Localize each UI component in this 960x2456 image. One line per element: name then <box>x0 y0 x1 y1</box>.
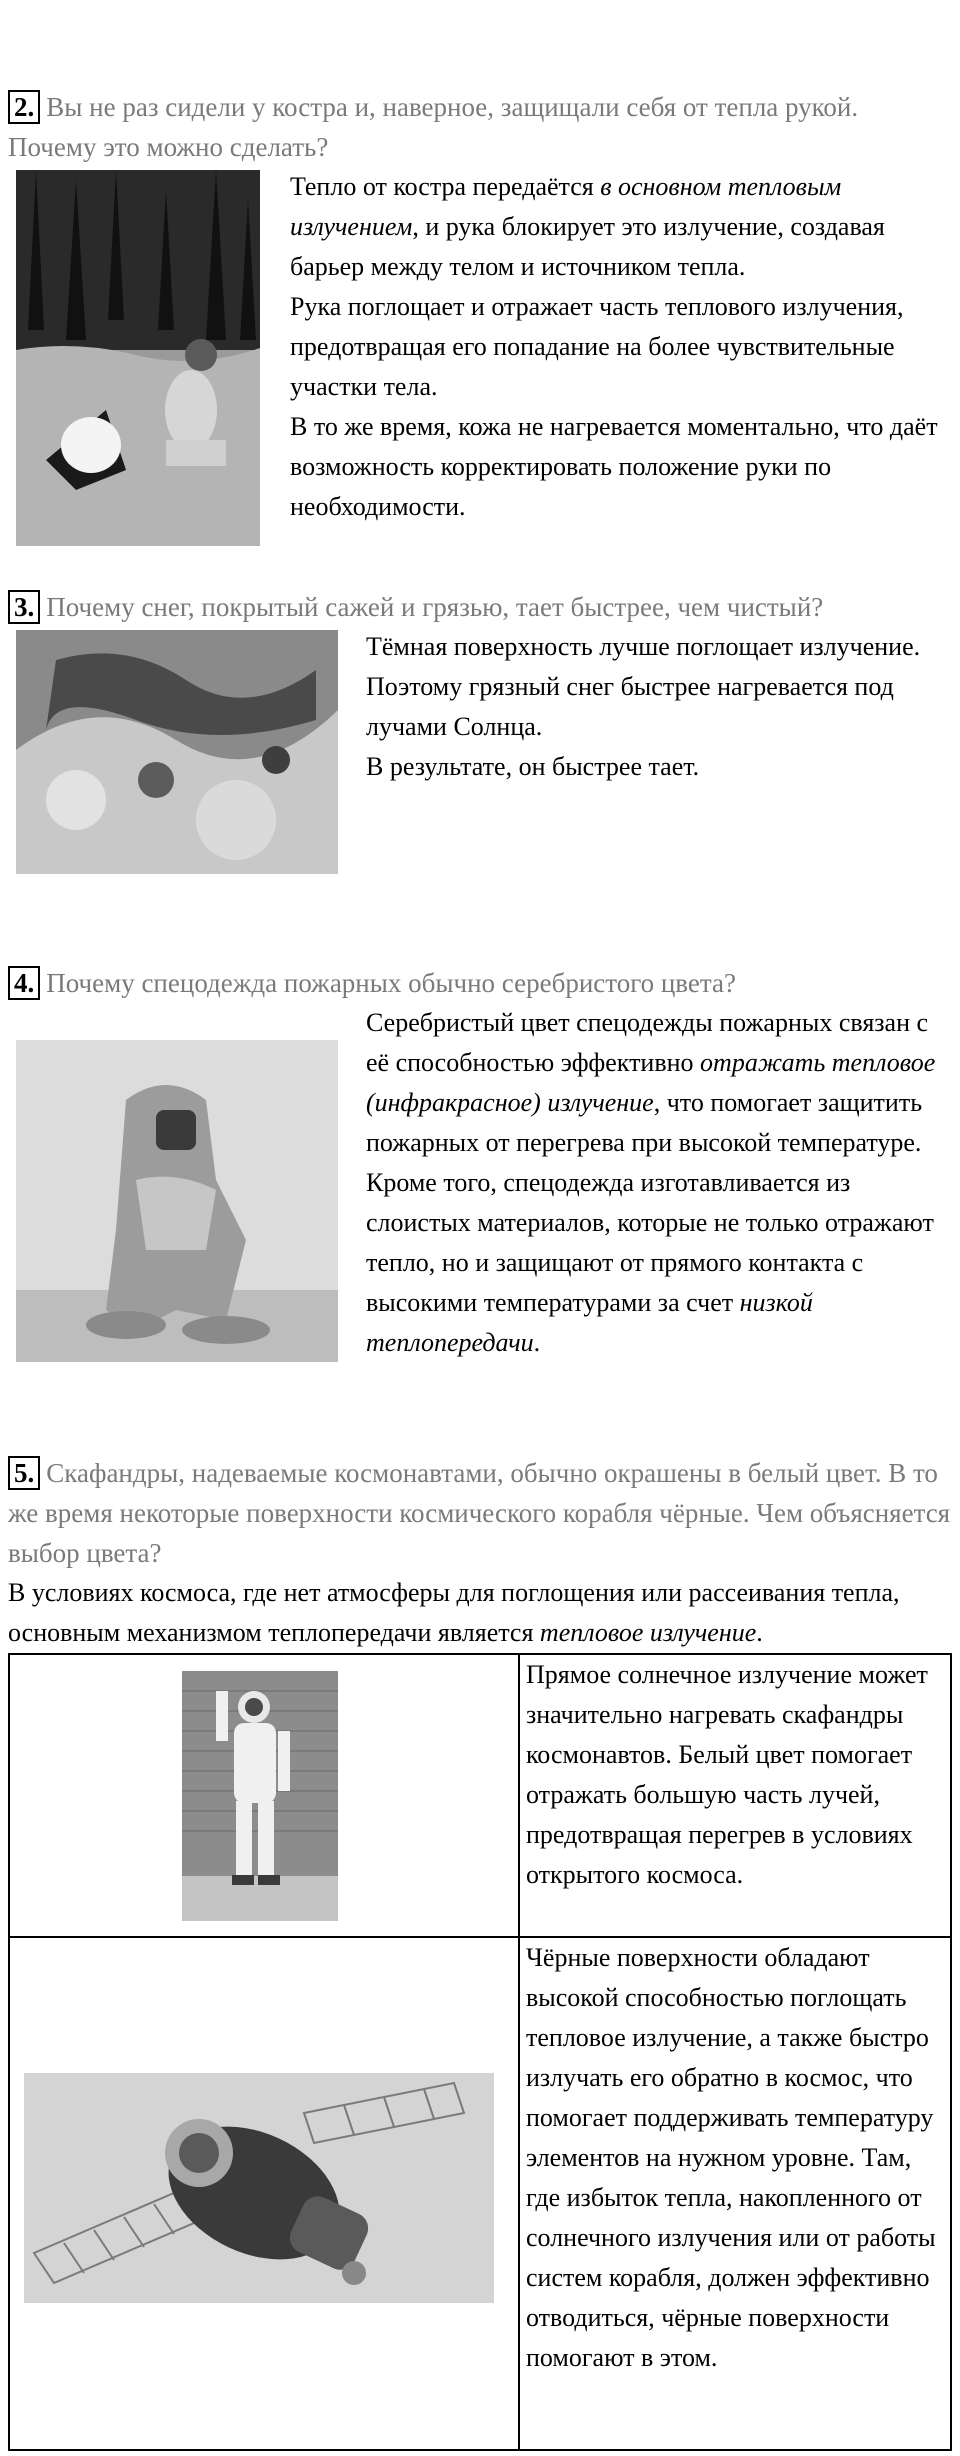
question-text: Почему спецодежда пожарных обычно серебристого цвета? <box>46 968 736 998</box>
question-number: 3. <box>8 590 40 624</box>
answer-text: В условиях космоса, где нет атмосферы для поглощения или рассеивания тепла, основным механизмом теплопередачи является <box>8 1578 900 1647</box>
answer-2 <box>290 167 950 527</box>
question-text: Почему снег, покрытый сажей и грязью, тает быстрее, чем чистый? <box>46 592 824 622</box>
answer-text: . <box>533 1328 541 1357</box>
table-text-cell: Чёрные поверхности обладают высокой способностью поглощать тепловое излучение, а также быстро излучать его обратно в космос, что помогает поддерживать температуру элементов на нужном уровне. Там, где избыток тепла, накопленного от солнечного излучения или от работы систем корабля, должен эффективно отводиться, чёрные поверхности помогают в этом. <box>519 1937 951 2450</box>
answer-table <box>8 1653 952 2451</box>
dirty-snow-photo <box>16 630 338 874</box>
answer-paragraph <box>8 1573 952 1653</box>
answer-text: Кроме того, спецодежда изготавливается из слоистых материалов, которые не только отражают тепло, но и защищают от прямого контакта с высокими температурами за счет <box>366 1168 934 1317</box>
answer-3 <box>366 627 950 787</box>
campfire-photo <box>16 170 260 546</box>
table-image-cell <box>9 1654 519 1937</box>
question-number: 4. <box>8 966 40 1000</box>
question-number: 5. <box>8 1456 40 1490</box>
answer-emphasis: в основном тепловым излучением <box>290 172 842 241</box>
answer-text: Серебристый цвет спецодежды пожарных связан с её способностью эффективно <box>366 1008 929 1077</box>
question-3 <box>8 587 952 627</box>
answer-paragraph: Поэтому грязный снег быстрее нагревается под лучами Солнца. <box>366 672 894 741</box>
question-2 <box>8 87 952 167</box>
answer-text: Тепло от костра передаётся <box>290 172 601 201</box>
question-5 <box>8 1453 952 1573</box>
question-text: Вы не раз сидели у костра и, наверное, защищали себя от тепла рукой. Почему это можно сделать? <box>8 92 859 162</box>
answer-text: . <box>756 1618 763 1647</box>
table-text-cell: Прямое солнечное излучение может значительно нагревать скафандры космонавтов. Белый цвет помогает отражать большую часть лучей, предотвращая перегрев в условиях открытого космоса. <box>519 1654 951 1937</box>
answer-emphasis: низкой теплопередачи <box>366 1288 813 1357</box>
astronaut-photo <box>182 1671 338 1921</box>
answer-paragraph <box>290 167 950 287</box>
table-row <box>9 1654 951 1937</box>
question-4 <box>8 963 952 1003</box>
question-5-intro <box>8 1573 952 1653</box>
answer-paragraph <box>366 1003 950 1163</box>
answer-emphasis: отражать тепловое (инфракрасное) излучение <box>366 1048 936 1117</box>
answer-text: , что помогает защитить пожарных от перегрева при высокой температуре. <box>366 1088 923 1157</box>
table-row <box>9 1937 951 2450</box>
answer-paragraph: В результате, он быстрее тает. <box>366 752 700 781</box>
answer-4 <box>366 1003 950 1363</box>
answer-text: , и рука блокирует это излучение, создавая барьер между телом и источником тепла. <box>290 212 885 281</box>
spacecraft-photo <box>24 2073 494 2303</box>
question-number: 2. <box>8 90 40 124</box>
answer-paragraph: Рука поглощает и отражает часть теплового излучения, предотвращая его попадание на более чувствительные участки тела. <box>290 292 904 401</box>
answer-paragraph: В то же время, кожа не нагревается моментально, что даёт возможность корректировать положение руки по необходимости. <box>290 412 938 521</box>
firefighter-suit-photo <box>16 1040 338 1362</box>
table-image-cell <box>9 1937 519 2450</box>
answer-paragraph: Тёмная поверхность лучше поглощает излучение. <box>366 632 921 661</box>
answer-paragraph <box>366 1163 950 1363</box>
question-text: Скафандры, надеваемые космонавтами, обычно окрашены в белый цвет. В то же время некоторые поверхности космического корабля чёрные. Чем объясняется выбор цвета? <box>8 1458 951 1568</box>
answer-emphasis: тепловое излучение <box>539 1618 757 1647</box>
